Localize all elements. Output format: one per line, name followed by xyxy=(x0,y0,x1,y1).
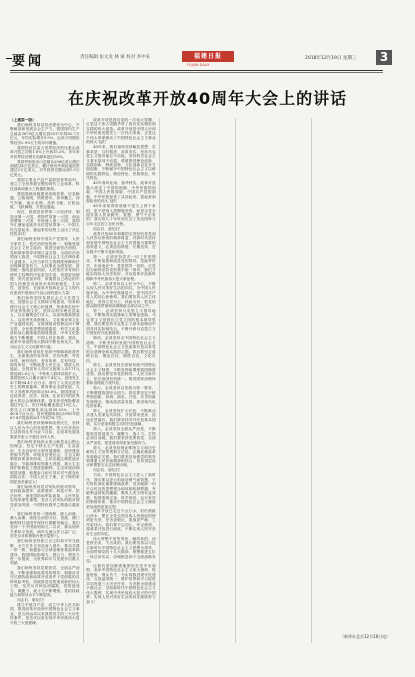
column-divider xyxy=(235,118,236,643)
newspaper-masthead: 福建日报 xyxy=(182,51,234,62)
article-paragraph: 我们始终坚持在发展中保障和改善民生，全面推进幼有所育、学有所教、劳有所得、病有所医、老有所养、住有所居、弱有所扶，不断改善人民生活、增进人民福祉。全国居民人均可支配收入由171元增加到2.6万元，中等收入群体持续扩大。我国贫困人口累计减少7.4亿人，贫困发生率下降94.4个百分点，谱写了人类反贫困史上的辉煌篇章。教育事业全面发展，九年义务教育巩固率达93.8%。我国建成了包括养老、医疗、低保、住房在内的世界最大的社会保障体系，基本养老保险覆盖超过9亿人，医疗保险覆盖超过13亿人。常住人口城镇化率达到58.52%，上升40.6个百分点。居民预期寿命由1981年的67.8岁提高到2017年的76.7岁。 xyxy=(10,349,80,421)
issue-date: 2018年12月19日 星期三 xyxy=(305,56,357,61)
column-divider xyxy=(159,118,160,643)
article-paragraph: 伟大梦想不是等得来、喊得来的，而是拼出来、干出来的。我们要坚持以习近平新时代中国特色社会主义思想为指导，全面贯彻党的十九大精神，统筹推进五位一体总体布局，协调推进四个全面战略布局。 xyxy=(86,536,156,563)
article-paragraph: 同志们、朋友们！ xyxy=(17,598,47,603)
article-paragraph: 同志们、朋友们！ xyxy=(93,468,123,473)
editor-credits: 责任编辑 张文龙 林 斌 校对 李中来 xyxy=(80,55,151,60)
article-paragraph: 第四，必须坚持走中国特色社会主义道路，不断坚持和发展中国特色社会主义。中国特色社会主义是改革开放以来党的全部理论和实践的主题。我们要坚定道路自信、理论自信、制度自信、文化自信。 xyxy=(86,336,156,363)
article-paragraph: 第二，必须坚持以人民为中心，不断实现人民对美好生活的向往。为中国人民谋幸福，为中华民族谋复兴，是中国共产党人的初心和使命。我们要坚持人民主体地位，坚持立党为公、执政为民，把党的群众路线贯彻到治国理政全部活动之中。 xyxy=(86,281,156,309)
article-lead: （上接第一版） xyxy=(10,118,36,122)
article-paragraph: 我们始终坚持独立自主的和平外交政策，全方位外交布局深入展开，推动共建一带一路，积极参与全球治理体系改革和建设，我国国际影响力、感召力、塑造力进一步提高，为世界和平与发展作出重大贡献。 xyxy=(10,539,80,566)
article-paragraph: 我国经济总量占世界经济的比重由改革开放之初的1.8%上升到15.2%，多年来对世界经济增长贡献率超过30%。 xyxy=(10,145,80,159)
article-paragraph: 我们始终坚持一国两制、港人治港、澳人治澳、高度自治的方针，香港、澳门顺利回归祖国并保持长期繁荣稳定。我们坚持一个中国原则和九二共识，推动两岸关系和平发展，两岸交流合作日益广泛，坚决反对和遏制台独分裂势力。 xyxy=(10,511,80,539)
article-paragraph: 我们始终坚持以经济建设为中心，不断解放和发展社会生产力，我国国内生产总值由3679亿元增长到2017年的82.7万亿元，年均实际增长9.5%，远高于同期世界经济2.9%左右的年均增速。 xyxy=(10,122,80,145)
article-paragraph: 40年来，我们始终坚持解放思想、实事求是、与时俱进、求真务实，坚持马克思主义指导地位不动摇，坚持科学社会主义基本原则不动摇，勇敢推进理论创新、实践创新、制度创新、文化创新以及各方面创新，不断赋予中国特色社会主义以鲜明的实践特色、理论特色、民族特色、时代特色。 xyxy=(86,145,156,181)
article-paragraph: 同志们、朋友们！ xyxy=(93,226,123,231)
article-column xyxy=(10,118,80,643)
article-column xyxy=(238,118,308,643)
article-paragraph: 我们始终坚持党对军队的绝对领导，坚持政治建军、改革强军、科技兴军、依法治军，深化国防和军队改革，人民军队实现革命性重塑，党对人民军队的绝对领导更加巩固，中国特色强军之路越走越宽广。 xyxy=(10,484,80,511)
article-paragraph: 让我们更加紧密地团结在党中央周围，高举中国特色社会主义伟大旗帜，锐意进取，埋头苦干，为实现推进现代化建设、完成祖国统一、维护世界和平与促进共同发展三大历史任务，为决胜全面建成小康社会、夺取新时代中国特色社会主义伟大胜利、实现中华民族伟大复兴的中国梦、实现人民对美好生活的向往继续努力奋斗！ xyxy=(86,563,156,604)
article-paragraph: 我们始终坚持中国共产党领导、人民当家作主、依法治国有机统一，积极发展社会主义民主政治，推进全面依法治国，党和国家领导体制日益完善，全面依法治国深入推进，中国特色社会主义法律体系日益健全，人民当家作主的制度保障和法治保障更加有力，人权事业全面发展，爱国统一战线更加巩固，人民依法享有和行使民主权利的内容更加丰富、渠道更加便捷、形式更加多样，掌握着自己命运的中国人民焕发出前所未有的积极性、主动性、创造性，在改革开放和社会主义现代化建设中展现出气吞山河的强大力量！ xyxy=(10,237,80,295)
article-paragraph: 我们始终坚持保障和改善民生，坚持以人民为中心的发展思想，把人民对美好生活的向往作为奋斗目标，让改革发展成果更多更公平惠及全体人民。 xyxy=(10,421,80,439)
article-paragraph: 改革开放已走过千山万水，但仍需跋山涉水，摆在全党全国各族人民面前的使命更光荣、任务更艰巨、挑战更严峻、工作更伟大。我们要不忘初心、牢记使命，将改革开放进行到底，不断实现人民对美好生活的向往。 xyxy=(86,509,156,536)
article-column xyxy=(314,118,384,643)
article-paragraph: 改革开放40年积累的宝贵经验是党和人民弥足珍贵的精神财富，对新时代坚持和发展中国特色社会主义有着极为重要的指导意义，必须倍加珍惜、长期坚持，在实践中不断丰富和发展。 xyxy=(86,231,156,254)
article-paragraph: 我国基础设施建设成就显著，信息畅通，公路成网，铁路密布，高坝矗立，西气东输，南水北调，高铁飞驰，巨轮远航，飞机翱翔，天堑变通途。 xyxy=(10,191,80,210)
article-paragraph: 我们始终坚持党要管党、全面从严治党，不断加强和改善党的领导，积极应对在长期执政和改革开放条件下党面临的各种风险考验，持续推进党的建设新的伟大工程，坚决反对和惩治腐败，党的创造力、凝聚力、战斗力不断增强，党的执政能力和领导水平不断提高。 xyxy=(10,566,80,598)
section-title: 要闻 xyxy=(12,54,45,69)
article-paragraph: 第七，必须坚持扩大开放，不断推动共建人类命运共同体。开放带来进步，封闭必然落后。我们要坚持对外开放基本国策，实行更加积极主动的开放战略。 xyxy=(86,409,156,427)
article-paragraph: 第八，必须坚持全面从严治党，不断提高党的创造力、凝聚力、战斗力。打铁必须自身硬。我们要坚持党要管党、全面从严治党，把党建设得更加坚强有力。 xyxy=(86,427,156,445)
article-paragraph: 第五，必须坚持完善和发展中国特色社会主义制度，不断发挥和增强我国制度优势。我们要坚持党的领导、人民当家作主、依法治国有机统一，推进国家治理体系和治理能力现代化。 xyxy=(86,363,156,386)
article-paragraph: 改革开放是我们党的一次伟大觉醒，正是这个伟大觉醒孕育了我们党从理论到实践的伟大创造。改革开放是中国人民和中华民族发展史上一次伟大革命，正是这个伟大革命推动了中国特色社会主义事业的伟大飞跃！ xyxy=(86,118,156,145)
newspaper-masthead-sub: FUJIAN DAILY xyxy=(187,63,210,67)
article-paragraph: 我国货物进出口总额从206亿美元增长到超过4万亿美元，累计使用外商直接投资超过2万亿美元，对外投资总额达到1.9万亿美元。 xyxy=(10,159,80,177)
article-paragraph: 建立中国共产党、成立中华人民共和国、推进改革开放和中国特色社会主义事业，是五四运动以来我国发生的三大历史性事件，是近代以来实现中华民族伟大复兴的三大里程碑。 xyxy=(10,602,80,625)
page-number: 3 xyxy=(376,50,392,65)
article-paragraph: 第九，必须坚持辩证唯物主义和历史唯物主义世界观和方法论，正确处理改革发展稳定关系。我们要坚持加强党的领导和尊重人民首创精神相结合，坚持顶层设计和摸着石头过河相协调。 xyxy=(86,445,156,468)
column-divider xyxy=(311,118,312,643)
article-paragraph: 40年来取得的成就不是天上掉下来的，更不是别人恩赐施舍的，而是全党全国各族人民用勤劳、智慧、勇气干出来的！我们用几十年时间走完了发达国家几百年走过的工业化历程。 xyxy=(86,204,156,226)
article-paragraph: 现在，我国是世界第二大经济体、制造业第一大国、货物贸易第一大国、商品消费第二大国、外资流入第二大国，我国外汇储备连续多年位居世界第一，中国人民在富起来、强起来的征程上迈出了决定性的步伐！ xyxy=(10,210,80,237)
article-paragraph: 我们始终坚持绿水青山就是金山银山的理念，坚定不移走生产发展、生活富裕、生态良好的文明发展道路，加快建设资源节约型、环境友好型社会，生态文明制度体系加快形成，主体功能区制度逐步健全，节能减排取得重大进展，重大生态保护和修复工程进展顺利，生态环境治理明显加强，积极参与和引导应对气候变化国际合作，中国人民生于斯、长于斯的家园更加美丽宜人！ xyxy=(10,439,80,484)
article-paragraph: 第六，必须坚持以发展为第一要务，不断增强我国综合国力。我们要坚定不移贯彻创新、协调、绿色、开放、共享的新发展理念，推动高质量发展，建设现代化经济体系。 xyxy=(86,386,156,409)
article-paragraph: 我国主要农产品产量跃居世界前列，建立了全世界最完整的现代工业体系，科技创新和重大工程捷报频传。 xyxy=(10,177,80,191)
article-paragraph: 第一，必须坚持党对一切工作的领导，不断加强和改善党的领导。党政军民学，东西南北中，党是领导一切的。正是因为始终坚持党的集中统一领导，我们才能实现伟大历史转折、开启改革开放新时期和中华民族伟大复兴新征程。 xyxy=(86,254,156,281)
header-rule xyxy=(10,70,383,71)
page-header xyxy=(10,50,405,70)
article-source: （新华社北京12月18日电） xyxy=(340,634,391,639)
article-paragraph: 我们始终坚持发展社会主义先进文化，加强社会主义精神文明建设，培育和践行社会主义核心价值观，传承和弘扬中华优秀传统文化，坚持以科学理论武装人、以正确舆论引导人、以高尚精神塑造人、以优秀作品鼓舞人，文化事业和文化产业蓬勃发展，互联网建设管理运用不断完善，全民族思想道德素质、科学文化素质和身心健康素质明显提高，中华文化影响力不断增强，中国人民在革命、建设、改革中形成的伟大精神不断发扬光大，推动社会主义文化繁荣兴盛。 xyxy=(10,295,80,349)
header-rule-thin xyxy=(10,72,383,73)
article-body xyxy=(10,118,384,643)
article-paragraph: 第三，必须坚持马克思主义指导地位，不断推进实践基础上的理论创新。马克思主义是我们立党立国的根本指导思想。我们要坚持马克思主义基本原理同中国具体实际相结合，不断开辟马克思主义中国化时代化新境界。 xyxy=(86,309,156,336)
article-column xyxy=(162,118,232,643)
column-divider xyxy=(83,118,84,643)
article-column xyxy=(86,118,156,643)
article-paragraph: 40年春风化雨、春华秋实，改革开放极大改变了中国的面貌、中华民族的面貌、中国人民的面貌、中国共产党的面貌。中华民族迎来了从站起来、富起来到强起来的伟大飞跃！ xyxy=(86,181,156,204)
article-headline: 在庆祝改革开放40周年大会上的讲话 xyxy=(67,89,348,108)
article-paragraph: 当前，中国特色社会主义进入了新时代，我们要以更大的政治勇气和智慧，不失时机深化重要领域改革，坚决破除一切不合时宜的思想观念和体制机制弊端，突破利益固化的藩篱，吸收人类文明有益成果，构建系统完备、科学规范、运行有效的制度体系，推动中国特色社会主义制度更加成熟更加定型。 xyxy=(86,473,156,509)
